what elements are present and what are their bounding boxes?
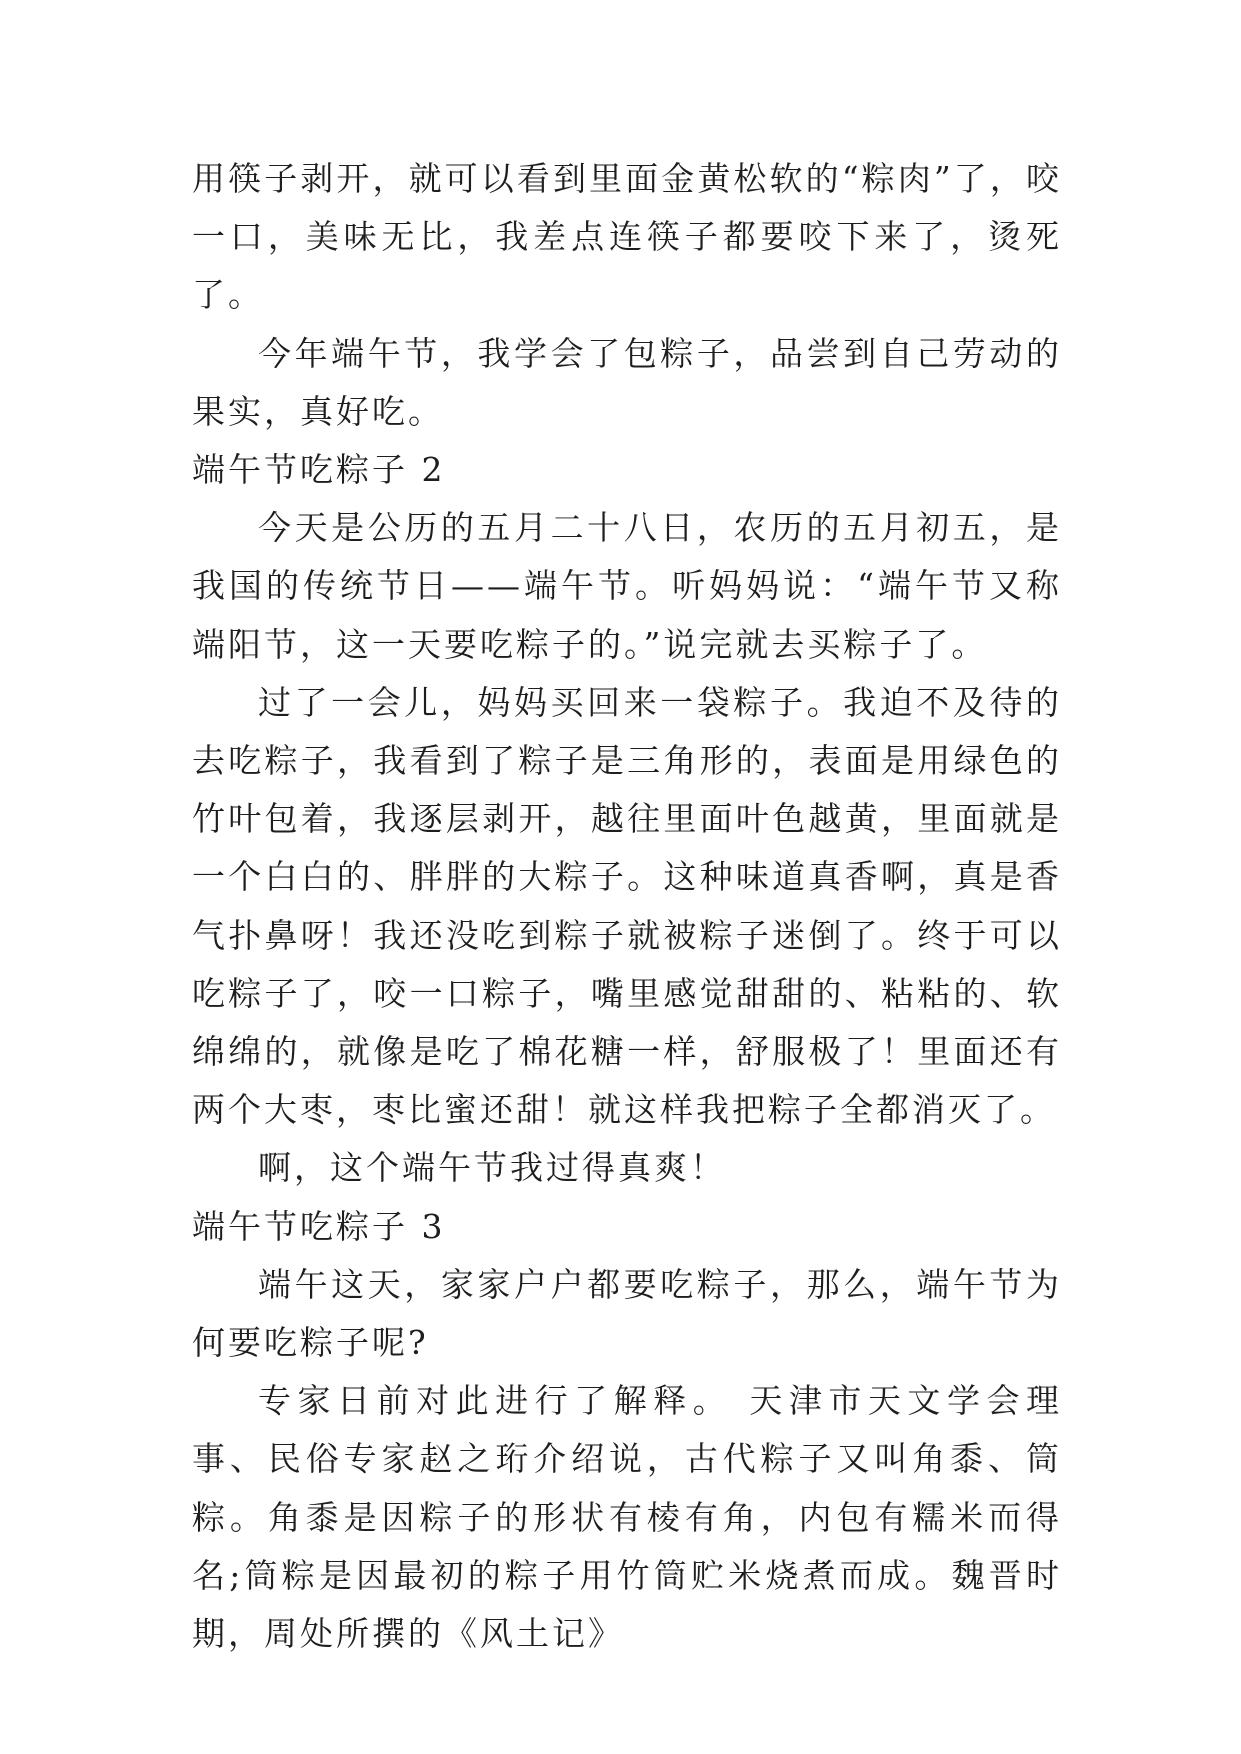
section-heading-3: 端午节吃粽子 3 bbox=[192, 1206, 446, 1246]
paragraph-expert-explanation: 专家日前对此进行了解释。 天津市天文学会理事、民俗专家赵之珩介绍说，古代粽子又叫角黍、筒粽。角黍是因粽子的形状有棱有角，内包有糯米而得名;筒粽是因最初的粽子用竹筒贮米烧煮而成。魏晋时期，周处所撰的《风土记》 bbox=[192, 1381, 1062, 1654]
paragraph-conclusion-2: 啊，这个端午节我过得真爽！ bbox=[258, 1148, 726, 1188]
article-body bbox=[192, 150, 1062, 1663]
section-heading-2: 端午节吃粽子 2 bbox=[192, 450, 446, 490]
paragraph-question-3: 端午这天，家家户户都要吃粽子，那么，端午节为何要吃粽子呢? bbox=[192, 1264, 1062, 1363]
paragraph-eating-zongzi: 过了一会儿，妈妈买回来一袋粽子。我迫不及待的去吃粽子，我看到了粽子是三角形的，表面是用绿色的竹叶包着，我逐层剥开，越往里面叶色越黄，里面就是一个白白的、胖胖的大粽子。这种味道真香啊，真是香气扑鼻呀！我还没吃到粽子就被粽子迷倒了。终于可以吃粽子了，咬一口粽子，嘴里感觉甜甜的、粘粘的、软绵绵的，就像是吃了棉花糖一样，舒服极了！里面还有两个大枣，枣比蜜还甜！就这样我把粽子全都消灭了。 bbox=[192, 682, 1062, 1130]
paragraph-intro-2: 今天是公历的五月二十八日，农历的五月初五，是我国的传统节日——端午节。听妈妈说：“端午节又称端阳节，这一天要吃粽子的。”说完就去买粽子了。 bbox=[192, 508, 1062, 664]
paragraph-continued: 用筷子剥开，就可以看到里面金黄松软的“粽肉”了，咬一口，美味无比，我差点连筷子都要咬下来了，烫死了。 bbox=[192, 159, 1062, 315]
paragraph-conclusion-1: 今年端午节，我学会了包粽子，品尝到自己劳动的果实，真好吃。 bbox=[192, 333, 1062, 431]
